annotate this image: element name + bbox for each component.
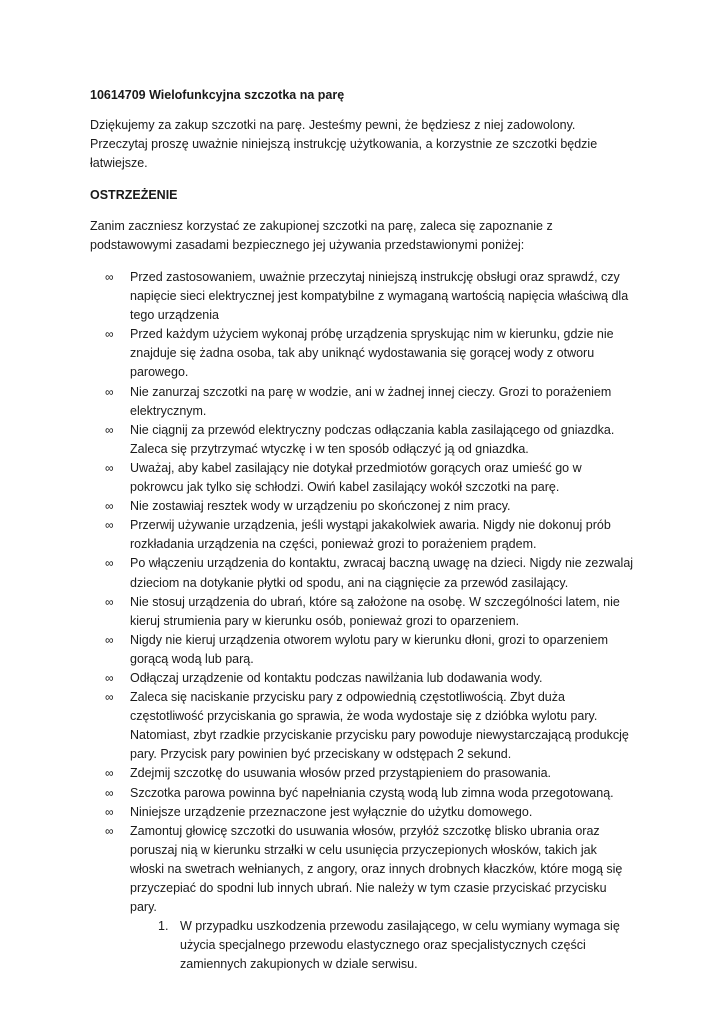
infinity-bullet-icon: ∞ — [105, 327, 114, 342]
safety-bullet-list — [90, 268, 634, 917]
bullet-text: Szczotka parowa powinna być napełniania czystą wodą lub zimna woda przegotowaną. — [130, 785, 614, 800]
bullet-text: Zamontuj głowicę szczotki do usuwania włosów, przyłóż szczotkę blisko ubrania oraz poruszaj nią w kierunku strzałki w celu usunięcia przyczepionych włosków, takich jak włoski na swetrach wełnianych, z angory, oraz innych drobnych kłaczków, które mogą się przyczepiać do spodni lub innych ubrań. Nie należy w tym czasie przyciskać przycisku pary. — [130, 823, 623, 915]
infinity-bullet-icon: ∞ — [105, 518, 114, 533]
warning-heading: OSTRZEŻENIE — [90, 188, 178, 202]
bullet-text: Nigdy nie kieruj urządzenia otworem wylotu pary w kierunku dłoni, grozi to oparzeniem gorącą wodą lub parą. — [130, 632, 609, 666]
bullet-text: Po włączeniu urządzenia do kontaktu, zwracaj baczną uwagę na dzieci. Nigdy nie zezwalaj dzieciom na dotykanie płytki od spodu, ani na ciągnięcie za przewód zasilający. — [130, 556, 634, 590]
bullet-text: Nie zostawiaj resztek wody w urządzeniu po skończonej z nim pracy. — [130, 499, 511, 514]
bullet-text: Zaleca się naciskanie przycisku pary z odpowiednią częstotliwością. Zbyt duża częstotliwość przyciskania go sprawia, że woda wydostaje się z dzióbka wylotu pary. Natomiast, zbyt rzadkie przyciskanie przycisku pary powoduje niewystarczającą produkcję pary. Przycisk pary powinien być przeciskany w odstępach 2 sekund. — [130, 690, 629, 762]
infinity-bullet-icon: ∞ — [105, 499, 114, 514]
bullet-text: Odłączaj urządzenie od kontaktu podczas nawilżania lub dodawania wody. — [130, 670, 543, 685]
bullet-item — [90, 268, 634, 325]
infinity-bullet-icon: ∞ — [105, 460, 114, 475]
numbered-item-text: W przypadku uszkodzenia przewodu zasilającego, w celu wymiany wymaga się użycia specjalnego przewodu elastycznego oraz specjalistycznych części zamiennych zakupionych w dziale serwisu. — [180, 919, 620, 972]
bullet-item — [90, 631, 634, 669]
bullet-item — [90, 497, 634, 516]
infinity-bullet-icon: ∞ — [105, 785, 114, 800]
document-title: 10614709 Wielofunkcyjna szczotka na parę — [90, 88, 345, 102]
bullet-item — [90, 459, 634, 497]
bullet-item — [90, 593, 634, 631]
bullet-item — [90, 383, 634, 421]
bullet-text: Uważaj, aby kabel zasilający nie dotykał przedmiotów gorących oraz umieść go w pokrowcu jak tylko się schłodzi. Owiń kabel zasilający wokół szczotki na parę. — [130, 460, 582, 495]
bullet-text: Nie stosuj urządzenia do ubrań, które są założone na osobę. W szczególności latem, nie kieruj strumienia pary w kierunku osób, ponieważ grozi to oparzeniem. — [130, 594, 620, 628]
item-number: 1. — [158, 919, 169, 934]
bullet-text: Przerwij używanie urządzenia, jeśli wystąpi jakakolwiek awaria. Nigdy nie dokonuj prób rozkładania urządzenia na części, ponieważ grozi to porażeniem prądem. — [130, 518, 611, 552]
bullet-text: Niniejsze urządzenie przeznaczone jest wyłącznie do użytku domowego. — [130, 804, 533, 819]
bullet-item — [90, 784, 634, 803]
bullet-item — [90, 688, 634, 764]
bullet-text: Nie ciągnij za przewód elektryczny podczas odłączania kabla zasilającego od gniazdka. Zaleca się przytrzymać wtyczkę i w ten sposób odłączyć ją od gniazdka. — [130, 422, 615, 456]
warning-intro-paragraph: Zanim zaczniesz korzystać ze zakupionej szczotki na parę, zaleca się zapoznanie z podstawowymi zasadami bezpiecznego jej używania przedstawionymi poniżej: — [90, 219, 553, 252]
bullet-item — [90, 822, 634, 917]
infinity-bullet-icon: ∞ — [105, 270, 114, 284]
numbered-item — [90, 917, 634, 974]
bullet-item — [90, 421, 634, 459]
bullet-text: Przed każdym użyciem wykonaj próbę urządzenia spryskując nim w kierunku, gdzie nie znajduje się żadna osoba, tak aby uniknąć wydostawania się gorącej wody z otworu parowego. — [130, 327, 614, 380]
infinity-bullet-icon: ∞ — [105, 384, 114, 399]
infinity-bullet-icon: ∞ — [105, 690, 114, 705]
bullet-item — [90, 325, 634, 382]
infinity-bullet-icon: ∞ — [105, 556, 114, 571]
bullet-text: Nie zanurzaj szczotki na parę w wodzie, ani w żadnej innej cieczy. Grozi to porażeniem elektrycznym. — [130, 384, 612, 418]
infinity-bullet-icon: ∞ — [105, 422, 114, 437]
bullet-item — [90, 669, 634, 688]
bullet-item — [90, 764, 634, 783]
infinity-bullet-icon: ∞ — [105, 670, 114, 685]
infinity-bullet-icon: ∞ — [105, 594, 114, 609]
bullet-item — [90, 554, 634, 592]
bullet-item — [90, 516, 634, 554]
bullet-item — [90, 803, 634, 822]
infinity-bullet-icon: ∞ — [105, 804, 114, 819]
numbered-list — [90, 917, 634, 974]
bullet-text: Przed zastosowaniem, uważnie przeczytaj niniejszą instrukcję obsługi oraz sprawdź, czy napięcie sieci elektrycznej jest kompatybilne z wymaganą wartością napięcia właściwą dla tego urządzenia — [130, 270, 629, 323]
infinity-bullet-icon: ∞ — [105, 823, 114, 838]
infinity-bullet-icon: ∞ — [105, 632, 114, 647]
bullet-text: Zdejmij szczotkę do usuwania włosów przed przystąpieniem do prasowania. — [130, 766, 552, 781]
infinity-bullet-icon: ∞ — [105, 766, 114, 781]
intro-paragraph: Dziękujemy za zakup szczotki na parę. Jesteśmy pewni, że będziesz z niej zadowolony. Przeczytaj proszę uważnie niniejszą instrukcję użytkowania, a korzystnie ze szczotki będzie łatwiejsze. — [90, 118, 598, 170]
